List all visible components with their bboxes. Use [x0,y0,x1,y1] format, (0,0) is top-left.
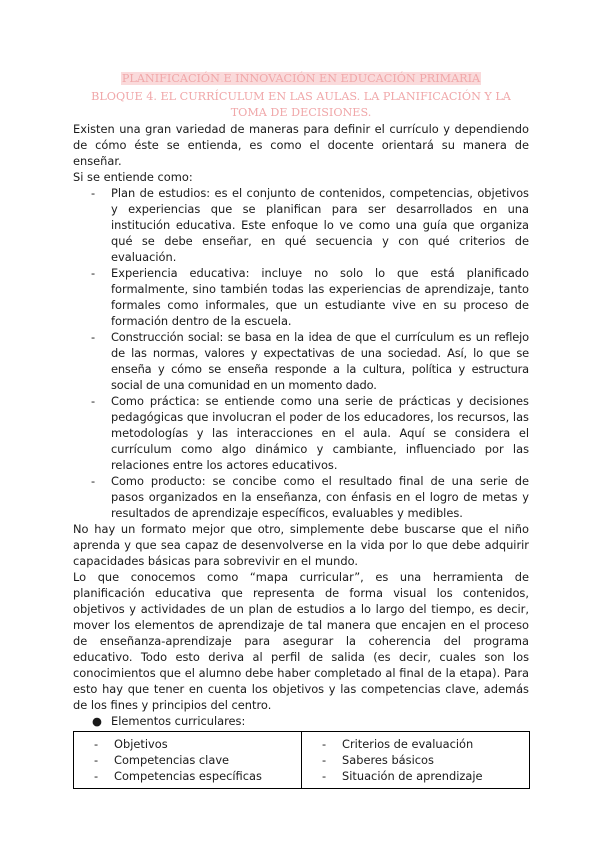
elements-heading-text: Elementos curriculares: [111,714,246,728]
dash-marker: - [322,753,327,767]
list-item [322,736,521,752]
list-item-text: Como práctica: se entiende como una serie de prácticas y decisiones pedagógicas que involucran el poder de los educadores, los recursos, las metodologías y las interacciones en el aula. Aquí se considera el currículum como algo dinámico y cambiante, influenciado por las relaciones entre los actores educativos. [111,394,529,472]
elements-heading [73,713,529,729]
list-item [94,736,293,752]
dash-marker: - [91,186,96,200]
dash-marker: - [91,266,96,280]
right-elements-list [322,736,521,784]
dash-marker: - [94,753,99,767]
list-item-text: Experiencia educativa: incluye no solo lo que está planificado formalmente, sino también todas las experiencias de aprendizaje, tanto formales como informales, que un estudiante vive en su proceso de formación dentro de la escuela. [111,266,529,328]
intro-lead-in: Si se entiende como: [73,170,193,184]
list-item [91,473,529,521]
title-highlight: PLANIFICACIÓN E INNOVACIÓN EN EDUCACIÓN PRIMARIA [121,72,481,85]
list-item-text: Saberes básicos [342,753,434,767]
dash-marker: - [91,330,95,344]
list-item-text: Criterios de evaluación [342,737,474,751]
intro-paragraph: Existen una gran variedad de maneras para definir el currículo y dependiendo de cómo éste se entienda, es como el docente orientará su manera de enseñar. [73,122,529,168]
list-item-text: Competencias clave [114,753,230,767]
list-item-text: Como producto: se concibe como el resultado final de una serie de pasos organizados en la enseñanza, con énfasis en el logro de metas y resultados de aprendizaje específicos, evaluables y medibles. [111,474,529,520]
list-item [91,393,529,473]
list-item [94,752,293,768]
table-cell-right [302,732,530,789]
format-paragraph: No hay un formato mejor que otro, simplemente debe buscarse que el niño aprenda y que sea capaz de desenvolverse en la vida por lo que debe adquirir capacidades básicas para sobrevivir en el mundo. [73,522,529,568]
list-item [91,329,529,393]
document-title [73,72,529,86]
list-item-text: Situación de aprendizaje [342,769,483,783]
curricular-elements-table [73,731,530,789]
section-heading: BLOQUE 4. EL CURRÍCULUM EN LAS AULAS. LA PLANIFICACIÓN Y LA TOMA DE DECISIONES. [91,90,511,119]
curricular-map-paragraph: Lo que conocemos como “mapa curricular”, es una herramienta de planificación educativa que representa de forma visual los contenidos, objetivos y actividades de un plan de estudios a lo largo del tiempo, es decir, mover los elementos de aprendizaje de tal manera que encajen en el proceso de enseñanza-aprendizaje para asegurar la coherencia del programa educativo. Todo esto deriva al perfil de salida (es decir, cuales son los conocimientos que el alumno debe haber completado al final de la etapa). Para esto hay que tener en cuenta los objetivos y las competencias clave, además de los fines y principios del centro. [73,570,529,712]
table-cell-left [74,732,302,789]
dash-marker: - [91,394,96,408]
left-elements-list [94,736,293,784]
list-item [322,768,521,784]
list-item [322,752,521,768]
dash-marker: - [322,737,327,751]
dash-marker: - [91,474,96,488]
definitions-list [73,185,529,521]
dash-marker: - [322,769,327,783]
list-item [91,185,529,265]
bullet-icon: ● [92,714,102,728]
table-row [74,732,530,789]
list-item-text: Construcción social: se basa en la idea de que el currículum es un reflejo de las normas, valores y expectativas de una sociedad. Así, lo que se enseña y cómo se enseña responde a la cultura, política y estructura social de una comunidad en un momento dado. [111,330,529,392]
list-item [91,265,529,329]
dash-marker: - [94,737,99,751]
dash-marker: - [94,769,99,783]
list-item-text: Plan de estudios: es el conjunto de contenidos, competencias, objetivos y experiencias que se planifican para ser desarrollados en una institución educativa. Este enfoque lo ve como una guía que organiza qué se debe enseñar, en qué secuencia y con qué criterios de evaluación. [111,186,529,264]
list-item-text: Competencias específicas [114,769,262,783]
list-item [94,768,293,784]
list-item-text: Objetivos [114,737,168,751]
